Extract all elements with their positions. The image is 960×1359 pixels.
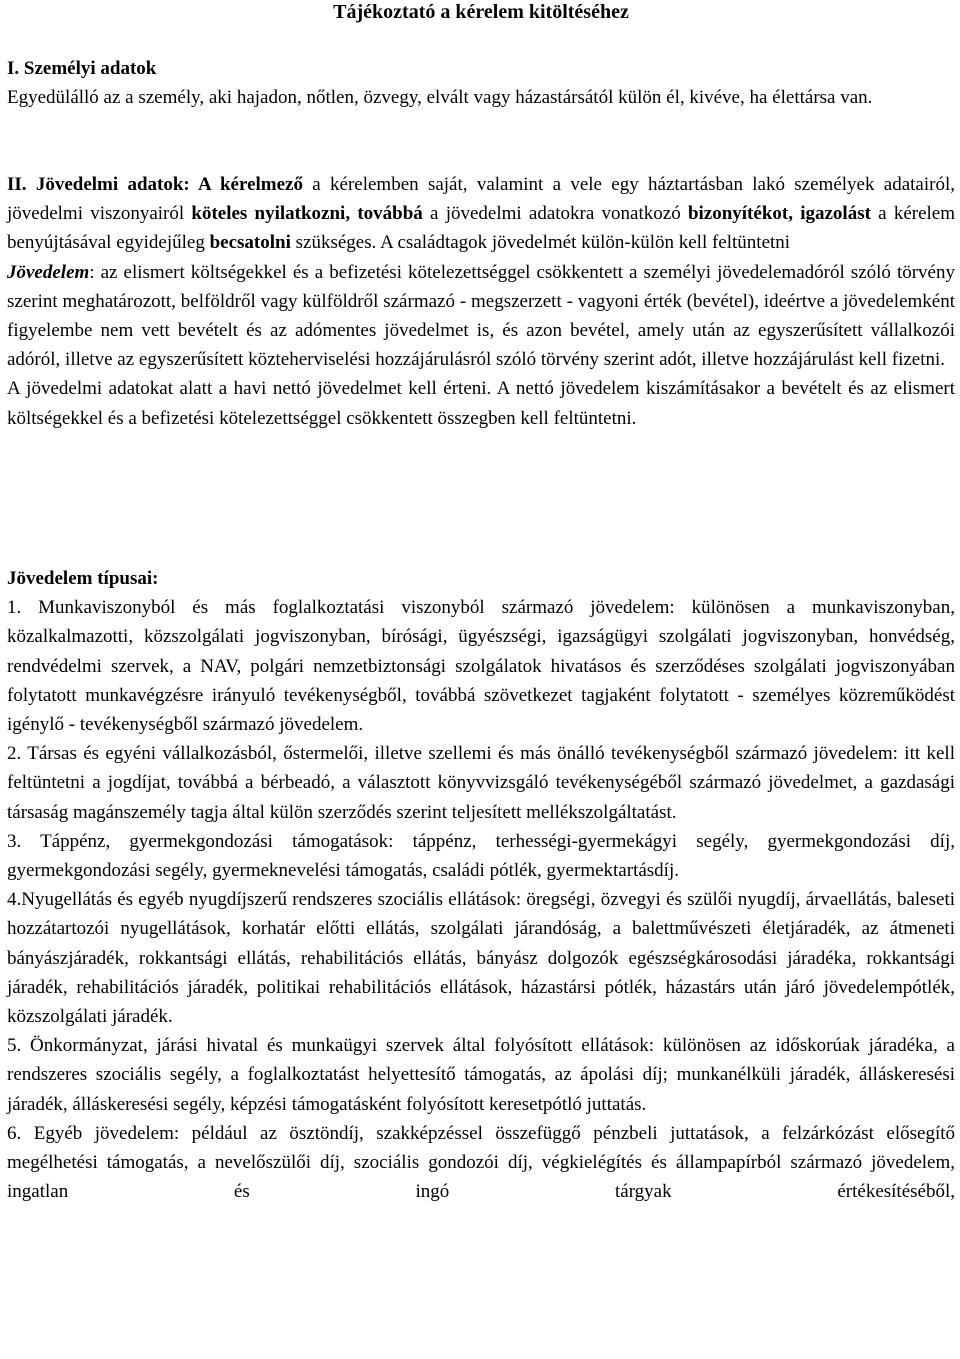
income-type-item: 6. Egyéb jövedelem: például az ösztöndíj, szakképzéssel összefüggő pénzbeli juttatások, a felzárkózást elősegítő megélhetési támogatás, a nevelőszülői díj, szociális gondozói díj, végkielégítés és állampapírból származó jövedelem, ingatlan és ingó tárgyak értékesítéséből, xyxy=(7,1122,955,1203)
section-1-text: Egyedülálló az a személy, aki hajadon, nőtlen, özvegy, elvált vagy házastársától külön él, kivéve, ha élettársa van. xyxy=(7,87,873,109)
income-definition-term: Jövedelem xyxy=(7,261,90,283)
income-definition: Jövedelem: az elismert költségekkel és a befizetési kötelezettséggel csökkentett a személyi jövedelemadóról szóló törvény szerint meghatározott, belföldről vagy külföldről származó - megszerzett - vagyoni érték (bevétel), ideértve a jövedelemként figyelembe nem vett bevételt és az adómentes jövedelmet is, és azon bevétel, amely után az egyszerűsített vállalkozói adóról, illetve az egyszerűsített közteherviselési hozzájárulásról szóló törvény szerint adót, illetve hozzájárulást kell fizetni. xyxy=(7,261,955,371)
document-title: Tájékoztató a kérelem kitöltéséhez xyxy=(333,1,629,23)
section-1-heading: I. Személyi adatok xyxy=(7,58,157,79)
section-2-lead: II. Jövedelmi adatok: A kérelmező xyxy=(7,174,303,195)
income-type-item: 3. Táppénz, gyermekgondozási támogatások: táppénz, terhességi-gyermekágyi segély, gyermekgondozási díj, gyermekgondozási segély, gyermeknevelési támogatás, családi pótlék, gyermektartásdíj. xyxy=(7,830,955,882)
section-2-intro: II. Jövedelmi adatok: A kérelmező a kérelemben saját, valamint a vele egy háztartásban lakó személyek adatairól, jövedelmi viszonyairól köteles nyilatkozni, továbbá a jövedelmi adatokra vonatkozó bizonyítékot, igazolást a kérelem benyújtásával egyidejűleg becsatolni szükséges. A családtagok jövedelmét külön-külön kell feltüntetni xyxy=(7,174,956,254)
income-type-item: 2. Társas és egyéni vállalkozásból, őstermelői, illetve szellemi és más önálló tevékenységből származó jövedelem: itt kell feltüntetni a jogdíjat, továbbá a bérbeadó, a választott könyvvizsgáló tevékenységéből származó jövedelmet, a gazdasági társaság magánszemély tagja által külön szerződés szerint teljesített mellékszolgáltatást. xyxy=(7,743,955,823)
income-type-item: 4.Nyugellátás és egyéb nyugdíjszerű rendszeres szociális ellátások: öregségi, özvegyi és szülői nyugdíj, árvaellátás, baleseti hozzátartozói nyugellátások, korhatár előtti ellátás, szolgálati járandóság, a balettművészeti életjáradék, az átmeneti bányászjáradék, rokkantsági ellátás, rehabilitációs ellátás, bányász dolgozók egészségkárosodási járadéka, rokkantsági járadék, rehabilitációs járadék, politikai rehabilitációs ellátások, házastársi pótlék, házastárs után járó jövedelempótlék, közszolgálati járadék. xyxy=(7,889,955,1028)
net-income-note: A jövedelmi adatokat alatt a havi nettó jövedelmet kell érteni. A nettó jövedelem kiszámításakor a bevételt és az elismert költségekkel és a befizetési kötelezettséggel csökkentett összegben kell feltüntetni. xyxy=(7,378,955,429)
income-type-item: 5. Önkormányzat, járási hivatal és munkaügyi szervek által folyósított ellátások: különösen az időskorúak járadéka, a rendszeres szociális segély, a foglalkoztatást helyettesítő támogatás, az ápolási díj; munkanélküli járadék, álláskeresési járadék, álláskeresési segély, képzési támogatásként folyósított keresetpótló juttatás. xyxy=(7,1035,955,1115)
income-types-heading: Jövedelem típusai: xyxy=(7,568,159,589)
section-personal-data xyxy=(7,54,955,112)
income-type-item: 1. Munkaviszonyból és más foglalkoztatási viszonyból származó jövedelem: különösen a munkaviszonyban, közalkalmazotti, közszolgálati jogviszonyban, bírósági, ügyészségi, igazságügyi szolgálati jogviszonyban, honvédség, rendvédelmi szervek, a NAV, polgári nemzetbiztonsági szolgálatok hivatásos és szerződéses szolgálati jogviszonyában folytatott munkavégzésre irányuló tevékenységből, továbbá szövetkezet tagjaként folytatott - személyes közreműködést igénylő - tevékenységből származó jövedelem. xyxy=(7,597,955,736)
income-types-section xyxy=(7,564,955,1206)
section-income-data xyxy=(7,170,955,433)
